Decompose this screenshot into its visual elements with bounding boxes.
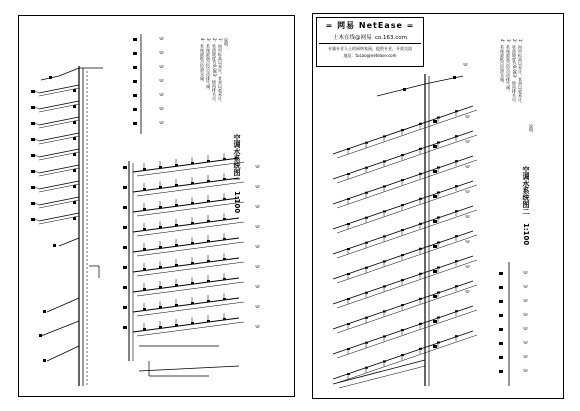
valve bbox=[159, 266, 162, 268]
valve bbox=[207, 260, 210, 262]
floor-network bbox=[425, 76, 463, 84]
valve bbox=[437, 117, 440, 119]
stamp-line3: 专属专业人士的网络家园，提供专业，开放交流 bbox=[328, 46, 412, 51]
valve bbox=[365, 192, 368, 194]
valve bbox=[455, 110, 458, 112]
fan-coil-unit bbox=[31, 122, 35, 125]
valve bbox=[347, 198, 350, 200]
floor-network bbox=[133, 278, 239, 292]
valve bbox=[175, 244, 178, 246]
floor-branch bbox=[59, 68, 79, 76]
valve bbox=[175, 204, 178, 206]
fan-coil-unit bbox=[499, 342, 503, 345]
floor-network bbox=[133, 238, 239, 252]
notes-heading: 说明： bbox=[224, 38, 229, 50]
fan-coil-unit bbox=[433, 320, 437, 323]
valve bbox=[347, 348, 350, 350]
fan-coil-unit bbox=[123, 306, 127, 309]
valve bbox=[455, 260, 458, 262]
valve bbox=[455, 160, 458, 162]
equipment-unit bbox=[53, 244, 56, 247]
floor-network bbox=[133, 178, 239, 192]
floor-network bbox=[337, 335, 477, 383]
fan-coil-unit bbox=[31, 106, 35, 109]
valve bbox=[419, 248, 422, 250]
valve bbox=[365, 217, 368, 219]
valve bbox=[365, 342, 368, 344]
fan-coil-unit bbox=[499, 272, 503, 275]
valve bbox=[191, 282, 194, 284]
note-item: 2、管道坡度为0.003，坡向排水点。 bbox=[512, 39, 517, 105]
valve bbox=[401, 279, 404, 281]
fan-coil-unit bbox=[31, 154, 35, 157]
valve bbox=[419, 348, 422, 350]
valve bbox=[383, 310, 386, 312]
valve bbox=[365, 367, 368, 369]
valve bbox=[175, 264, 178, 266]
valve bbox=[143, 188, 146, 190]
valve bbox=[175, 224, 178, 226]
valve bbox=[191, 302, 194, 304]
fan-coil-unit bbox=[123, 246, 127, 249]
fan-coil-unit bbox=[133, 108, 137, 111]
valve bbox=[73, 121, 76, 124]
title-text: 空调水系统图一 bbox=[233, 134, 241, 183]
valve bbox=[437, 242, 440, 244]
valve bbox=[73, 89, 76, 92]
floor-branch bbox=[47, 298, 79, 312]
valve bbox=[223, 178, 226, 180]
valve bbox=[159, 246, 162, 248]
floor-branch bbox=[35, 107, 39, 109]
floor-network bbox=[377, 84, 425, 96]
floor-network bbox=[133, 158, 239, 172]
valve bbox=[401, 179, 404, 181]
fan-coil-unit bbox=[499, 356, 503, 359]
valve bbox=[73, 169, 76, 172]
valve bbox=[191, 242, 194, 244]
valve bbox=[347, 298, 350, 300]
fan-coil-unit bbox=[123, 266, 127, 269]
valve bbox=[143, 248, 146, 250]
valve bbox=[437, 142, 440, 144]
valve bbox=[365, 142, 368, 144]
fan-coil-unit bbox=[123, 186, 127, 189]
valve bbox=[73, 105, 76, 108]
valve bbox=[401, 129, 404, 131]
valve bbox=[143, 168, 146, 170]
valve bbox=[143, 228, 146, 230]
floor-network bbox=[337, 310, 477, 358]
drawing-title-left bbox=[232, 134, 242, 214]
drawing-title-right bbox=[521, 166, 531, 246]
drawing-sheet-right bbox=[312, 13, 564, 399]
valve bbox=[455, 335, 458, 337]
drawing-sheet-left bbox=[18, 15, 295, 397]
valve bbox=[223, 278, 226, 280]
fan-coil-unit bbox=[433, 270, 437, 273]
note-item: 1、图中标高以米计，其余以毫米计。 bbox=[218, 38, 223, 105]
fan-coil-unit bbox=[499, 370, 503, 373]
fan-coil-unit bbox=[31, 90, 35, 93]
valve bbox=[365, 292, 368, 294]
floor-network bbox=[133, 198, 239, 212]
notes-left bbox=[199, 38, 229, 128]
fan-coil-unit bbox=[31, 170, 35, 173]
valve bbox=[455, 310, 458, 312]
floor-branch bbox=[59, 238, 79, 246]
valve bbox=[207, 180, 210, 182]
valve bbox=[73, 185, 76, 188]
valve bbox=[401, 329, 404, 331]
valve bbox=[419, 298, 422, 300]
valve bbox=[437, 192, 440, 194]
valve bbox=[159, 286, 162, 288]
valve bbox=[223, 258, 226, 260]
valve bbox=[223, 318, 226, 320]
floor-branch bbox=[35, 123, 39, 125]
valve bbox=[347, 373, 350, 375]
fan-coil-unit bbox=[31, 186, 35, 189]
floor-network bbox=[337, 285, 477, 333]
floor-network bbox=[337, 110, 477, 158]
valve bbox=[143, 328, 146, 330]
valve bbox=[347, 248, 350, 250]
floor-network bbox=[337, 210, 477, 258]
piping-diagram-left bbox=[19, 16, 296, 398]
valve bbox=[207, 220, 210, 222]
netease-watermark-stamp bbox=[316, 17, 424, 67]
fan-coil-unit bbox=[433, 295, 437, 298]
equipment-unit bbox=[43, 359, 46, 362]
valve bbox=[175, 184, 178, 186]
valve bbox=[419, 323, 422, 325]
fan-coil-unit bbox=[31, 218, 35, 221]
valve bbox=[143, 288, 146, 290]
valve bbox=[49, 76, 52, 79]
fan-coil-unit bbox=[433, 245, 437, 248]
fan-coil-unit bbox=[433, 120, 437, 123]
floor-network bbox=[133, 298, 239, 312]
fan-coil-unit bbox=[499, 314, 503, 317]
note-item: 3、系统最高点设自动排气阀。 bbox=[206, 38, 211, 93]
valve bbox=[347, 273, 350, 275]
valve bbox=[191, 262, 194, 264]
equipment-unit bbox=[39, 334, 42, 337]
note-item: 4、系统最低点设泄水阀。 bbox=[200, 38, 205, 85]
valve bbox=[191, 202, 194, 204]
valve bbox=[455, 210, 458, 212]
floor-branch bbox=[35, 171, 39, 173]
valve bbox=[159, 226, 162, 228]
stamp-line1: 土木在线@网易 co.163.com bbox=[332, 35, 408, 41]
fan-coil-unit bbox=[123, 226, 127, 229]
valve bbox=[175, 324, 178, 326]
equipment-unit bbox=[403, 88, 406, 91]
valve bbox=[437, 217, 440, 219]
valve bbox=[383, 210, 386, 212]
valve bbox=[347, 148, 350, 150]
fan-coil-unit bbox=[123, 326, 127, 329]
valve bbox=[223, 158, 226, 160]
valve bbox=[347, 173, 350, 175]
fan-coil-unit bbox=[133, 122, 137, 125]
valve bbox=[223, 198, 226, 200]
floor-network bbox=[133, 318, 239, 332]
valve bbox=[437, 342, 440, 344]
fan-coil-unit bbox=[133, 80, 137, 83]
valve bbox=[383, 360, 386, 362]
fan-coil-unit bbox=[433, 345, 437, 348]
floor-branch bbox=[47, 346, 79, 361]
valve bbox=[401, 229, 404, 231]
fan-coil-unit bbox=[31, 202, 35, 205]
floor-network bbox=[133, 218, 239, 232]
scale-text: 1:100 bbox=[522, 223, 530, 246]
valve bbox=[191, 182, 194, 184]
title-text: 空调水系统图二 bbox=[522, 166, 530, 215]
valve bbox=[383, 185, 386, 187]
valve bbox=[401, 254, 404, 256]
fan-coil-unit bbox=[433, 145, 437, 148]
note-item: 4、系统最低点设泄水阀。 bbox=[500, 39, 505, 86]
valve bbox=[191, 162, 194, 164]
valve bbox=[455, 235, 458, 237]
valve bbox=[419, 198, 422, 200]
valve bbox=[437, 267, 440, 269]
floor-branch bbox=[35, 155, 39, 157]
valve bbox=[223, 238, 226, 240]
floor-network bbox=[337, 185, 477, 233]
floor-network bbox=[337, 235, 477, 283]
valve bbox=[207, 280, 210, 282]
valve bbox=[73, 217, 76, 220]
note-item: 1、图中标高以米计，其余以毫米计。 bbox=[518, 39, 523, 106]
valve bbox=[223, 298, 226, 300]
floor-branch bbox=[35, 91, 39, 93]
fan-coil-unit bbox=[123, 206, 127, 209]
stamp-header: = 网易 NetEase = bbox=[325, 21, 415, 30]
valve bbox=[73, 137, 76, 140]
valve bbox=[143, 268, 146, 270]
valve bbox=[159, 306, 162, 308]
valve bbox=[383, 285, 386, 287]
valve bbox=[365, 267, 368, 269]
valve bbox=[419, 273, 422, 275]
valve bbox=[365, 317, 368, 319]
equipment-unit bbox=[43, 310, 46, 313]
valve bbox=[419, 173, 422, 175]
notes-right-heading bbox=[528, 124, 534, 164]
equipment-unit bbox=[453, 76, 456, 79]
scale-text: 1:100 bbox=[233, 191, 241, 214]
note-item: 2、管道坡度为0.003，坡向排水点。 bbox=[212, 38, 217, 104]
valve bbox=[191, 322, 194, 324]
valve bbox=[143, 308, 146, 310]
floor-branch bbox=[35, 187, 39, 189]
fan-coil-unit bbox=[433, 195, 437, 198]
valve bbox=[383, 160, 386, 162]
fan-coil-unit bbox=[499, 328, 503, 331]
fan-coil-unit bbox=[433, 170, 437, 173]
fan-coil-unit bbox=[133, 66, 137, 69]
fan-coil-unit bbox=[133, 38, 137, 41]
note-item: 3、系统最高点设自动排气阀。 bbox=[506, 39, 511, 94]
fan-coil-unit bbox=[31, 138, 35, 141]
fan-coil-unit bbox=[499, 300, 503, 303]
floor-network bbox=[133, 258, 239, 272]
fan-coil-unit bbox=[133, 52, 137, 55]
valve bbox=[207, 320, 210, 322]
valve bbox=[383, 235, 386, 237]
floor-branch bbox=[35, 203, 39, 205]
valve bbox=[73, 201, 76, 204]
fan-coil-unit bbox=[433, 220, 437, 223]
valve bbox=[175, 164, 178, 166]
valve bbox=[191, 222, 194, 224]
floor-branch bbox=[41, 321, 79, 336]
valve bbox=[175, 284, 178, 286]
valve bbox=[401, 354, 404, 356]
floor-network bbox=[337, 135, 477, 183]
valve bbox=[437, 167, 440, 169]
valve bbox=[175, 304, 178, 306]
valve bbox=[455, 285, 458, 287]
notes-heading: 说明： bbox=[529, 124, 534, 136]
valve bbox=[159, 166, 162, 168]
fan-coil-unit bbox=[499, 286, 503, 289]
fan-coil-unit bbox=[133, 94, 137, 97]
valve bbox=[365, 167, 368, 169]
floor-network bbox=[139, 366, 239, 371]
floor-branch bbox=[35, 139, 39, 141]
floor-network bbox=[337, 160, 477, 208]
valve bbox=[437, 292, 440, 294]
valve bbox=[365, 242, 368, 244]
notes-right bbox=[499, 39, 523, 134]
valve bbox=[419, 148, 422, 150]
valve bbox=[419, 123, 422, 125]
floor-branch bbox=[35, 219, 39, 221]
valve bbox=[401, 204, 404, 206]
fan-coil-unit bbox=[123, 166, 127, 169]
valve bbox=[207, 200, 210, 202]
valve bbox=[207, 240, 210, 242]
valve bbox=[73, 153, 76, 156]
valve bbox=[419, 223, 422, 225]
valve bbox=[207, 300, 210, 302]
valve bbox=[455, 135, 458, 137]
floor-network bbox=[339, 366, 425, 388]
valve bbox=[347, 223, 350, 225]
valve bbox=[383, 135, 386, 137]
valve bbox=[223, 218, 226, 220]
valve bbox=[347, 323, 350, 325]
stamp-line4: 地址：tucao@netease.com bbox=[343, 53, 397, 58]
valve bbox=[383, 335, 386, 337]
valve bbox=[207, 160, 210, 162]
valve bbox=[401, 304, 404, 306]
valve bbox=[383, 260, 386, 262]
valve bbox=[143, 208, 146, 210]
valve bbox=[455, 185, 458, 187]
floor-network bbox=[337, 260, 477, 308]
valve bbox=[401, 154, 404, 156]
valve bbox=[159, 206, 162, 208]
valve bbox=[159, 326, 162, 328]
fan-coil-unit bbox=[123, 286, 127, 289]
valve bbox=[159, 186, 162, 188]
valve bbox=[437, 317, 440, 319]
